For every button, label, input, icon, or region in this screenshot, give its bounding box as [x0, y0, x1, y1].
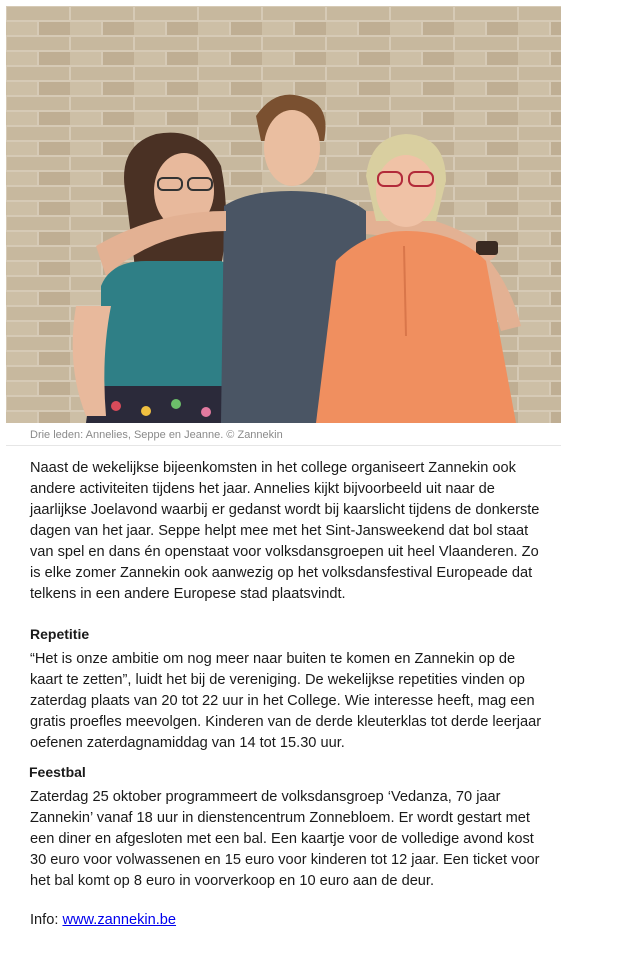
article-intro-paragraph: Naast de wekelijkse bijeenkomsten in het college organiseert Zannekin ook andere activiteiten tijdens het jaar. Annelies kijkt bijvoorbeeld uit naar de jaarlijkse Joelavond waarbij er gedanst wordt bij kaarslicht tijdens de donkerste dagen van het jaar. Seppe helpt mee met het Sint-Jansweekend dat bol staat van spel en dans én openstaat voor volksdansgroepen uit heel Vlaanderen. Zo is elke zomer Zannekin ook aanwezig op het volksdansfestival Europeade dat telkens in een andere Europese stad plaatsvindt. — [30, 460, 540, 602]
info-line — [30, 910, 176, 931]
article-photo — [6, 6, 561, 423]
section-heading-repetitie: Repetitie — [30, 626, 90, 642]
section-heading-feestbal: Feestbal — [29, 764, 86, 780]
caption-divider — [6, 445, 561, 446]
photo-caption: Drie leden: Annelies, Seppe en Jeanne. © Zannekin — [30, 429, 283, 441]
section-paragraph-feestbal: Zaterdag 25 oktober programmeert de volksdansgroep ‘Vedanza, 70 jaar Zannekin’ vanaf 18 uur in dienstencentrum Zonnebloem. Er wordt gestart met een diner en afgesloten met een bal. Een kaartje voor de volledige avond kost 30 euro voor volwassenen en 15 euro voor kinderen tot 12 jaar. Een ticket voor het bal komt op 8 euro in voorverkoop en 10 euro aan de deur. — [30, 789, 540, 889]
website-link[interactable]: www.zannekin.be — [62, 912, 177, 928]
info-label: Info: — [30, 912, 63, 928]
section-paragraph-repetitie: “Het is onze ambitie om nog meer naar buiten te komen en Zannekin op de kaart te zetten”, luidt het bij de vereniging. De wekelijkse repetities vinden op zaterdag plaats van 20 tot 22 uur in het College. Wie interesse heeft, mag een gratis proefles meevolgen. Kinderen van de derde kleuterklas tot derde leerjaar oefenen zaterdagnamiddag van 14 tot 15.30 uur. — [30, 651, 542, 751]
